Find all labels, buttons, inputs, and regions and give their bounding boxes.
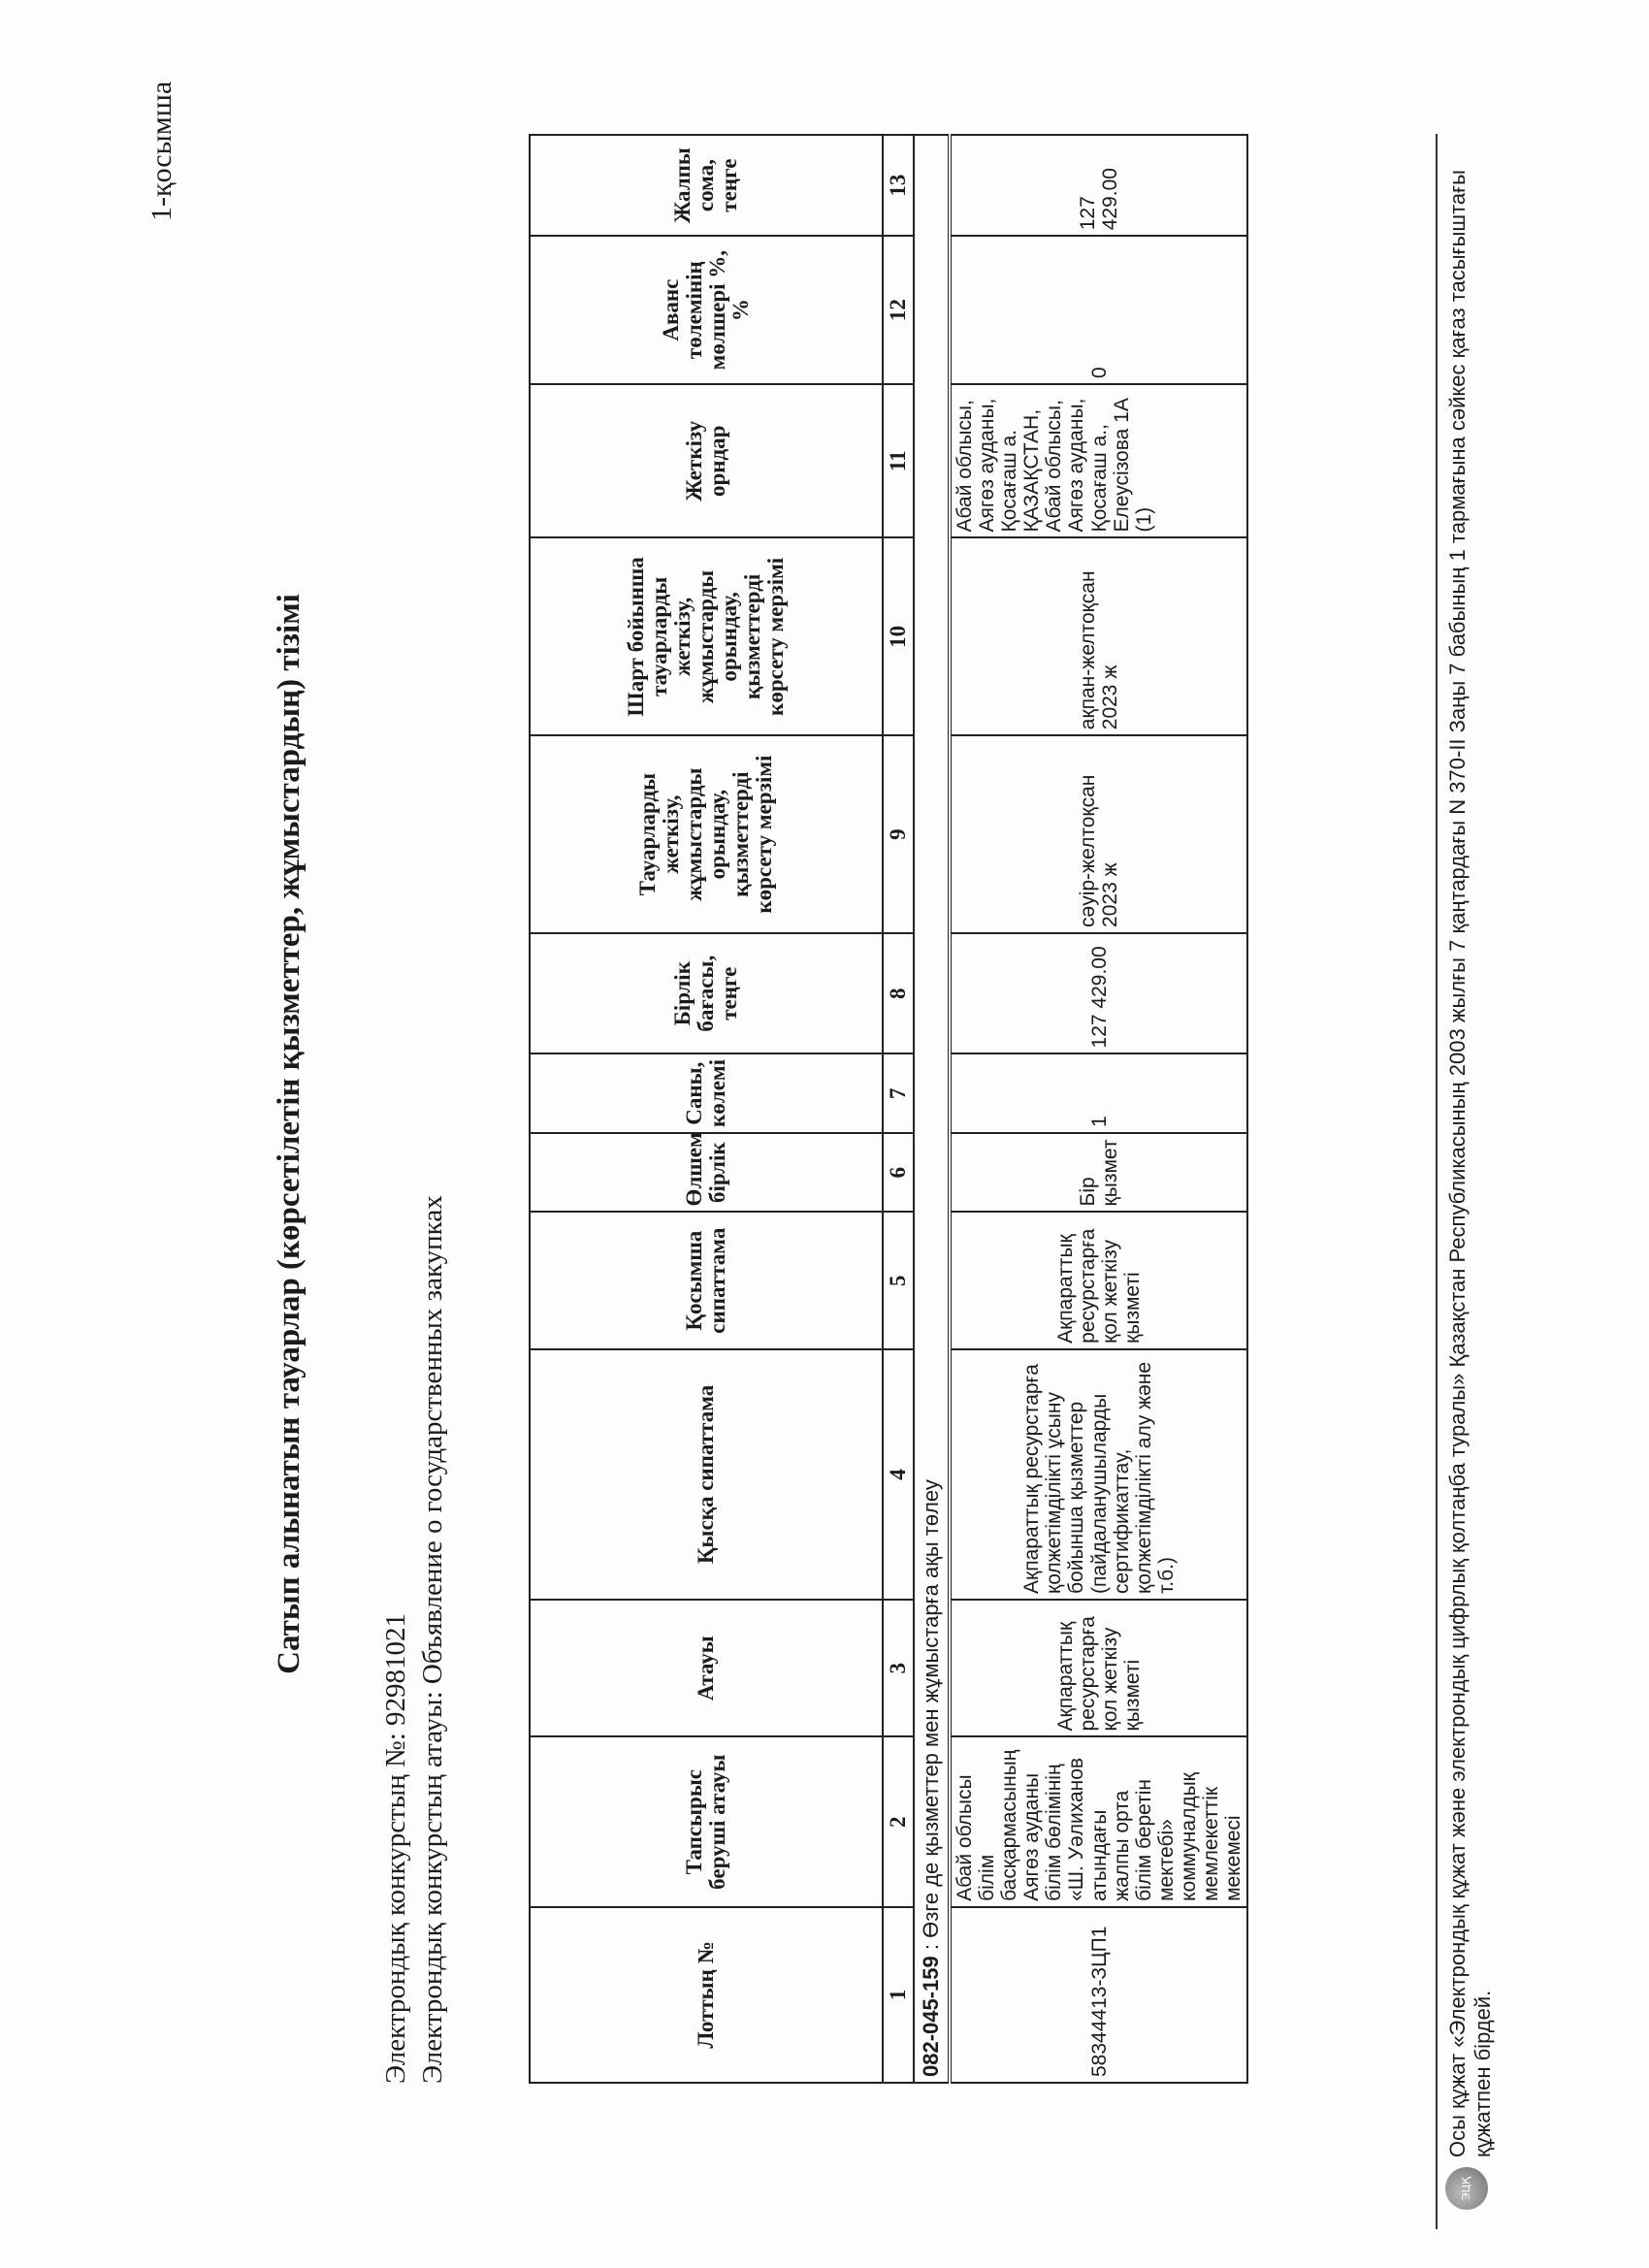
group-code: 082-045-159 <box>919 1956 943 2077</box>
table-header-row <box>530 135 883 2083</box>
column-number: 1 <box>883 1907 914 2083</box>
col-header: Тапсырыс берушi атауы <box>530 1736 883 1906</box>
legal-footer <box>1445 134 1497 2210</box>
footer-text: Осы құжат «Электрондық құжат және электрондық цифрлық қолтаңба туралы» Қазақстан Республикасының 2003 жылғы 7 қаңтардағы N 370-II Заңы 7 бабының 1 тармағына сәйкес қағаз тасығыштағы құжатпен бірдей. <box>1445 170 1496 2157</box>
delivery-place-cell: Абай облысы, Аягөз ауданы, Қосағаш а. ҚАЗАҚСТАН, Абай облысы, Аягөз ауданы, Қосағаш а., Елеусізова 1А (1) <box>950 384 1247 537</box>
column-number: 9 <box>883 735 914 933</box>
item-name-cell: Ақпараттық ресурстарға қол жеткізу қызметі <box>950 1600 1247 1736</box>
column-number: 4 <box>883 1349 914 1600</box>
column-number: 7 <box>883 1053 914 1132</box>
additional-description-cell: Ақпараттық ресурстарға қол жеткізу қызметі <box>950 1212 1247 1348</box>
col-header: Тауарларды жеткізу, жұмыстарды орындау, қызметтерді көрсету мерзімі <box>530 735 883 933</box>
column-number: 5 <box>883 1212 914 1348</box>
col-header: Өлшем бірлік <box>530 1133 883 1212</box>
contest-number: Электрондық конкурстың №: 92981021 <box>380 1612 411 2084</box>
contest-name: Электрондық конкурстың атауы: Объявление о государственных закупках <box>417 1195 448 2084</box>
col-header: Қосымша сипаттама <box>530 1212 883 1348</box>
column-number: 13 <box>883 135 914 236</box>
column-number: 11 <box>883 384 914 537</box>
lot-number-cell: 58344413-ЗЦП1 <box>950 1907 1247 2083</box>
unit-price-cell: 127 429.00 <box>950 933 1247 1054</box>
column-number: 3 <box>883 1600 914 1736</box>
col-header: Жеткізу орндар <box>530 384 883 537</box>
column-number-row <box>883 135 914 2083</box>
column-number: 8 <box>883 933 914 1054</box>
col-header: Саны, көлемі <box>530 1053 883 1132</box>
column-number: 6 <box>883 1133 914 1212</box>
total-amount-cell: 127 429.00 <box>950 135 1247 236</box>
procurement-table <box>529 134 1248 2084</box>
col-header: Бірлік бағасы, теңге <box>530 933 883 1054</box>
column-number: 2 <box>883 1736 914 1906</box>
col-header: Лоттың № <box>530 1907 883 2083</box>
document-title: Сатып алынатын тауарлар (көрсетілетін қызметтер, жұмыстардың) тізімі <box>272 594 307 1674</box>
delivery-term-cell: сәуір-желтоқсан 2023 ж <box>950 735 1247 933</box>
unit-cell: Бір қызмет <box>950 1133 1247 1212</box>
col-header: Атауы <box>530 1600 883 1736</box>
category-group-row <box>914 135 950 2083</box>
col-header: Аванс төлемінің мөлшері %, % <box>530 236 883 384</box>
short-description-cell: Ақпараттық ресурстарға қолжетімділікті ұсыну бойынша қызметтер (пайдаланушыларды сертификаттау, қолжетімділікті алу және т.б.) <box>950 1349 1247 1600</box>
annex-label: 1-қосымша <box>146 81 178 221</box>
contract-delivery-term-cell: ақпан-желтоқсан 2023 ж <box>950 538 1247 736</box>
advance-percent-cell: 0 <box>950 236 1247 384</box>
col-header: Шарт бойынша тауарларды жеткізу, жұмыстарды орындау, қызметтерді көрсету мерзімі <box>530 538 883 736</box>
col-header: Қысқа сипаттама <box>530 1349 883 1600</box>
footer-divider <box>1436 134 1438 2229</box>
table-row <box>950 135 1247 2083</box>
column-number: 10 <box>883 538 914 736</box>
col-header: Жалпы сома, теңге <box>530 135 883 236</box>
quantity-cell: 1 <box>950 1053 1247 1132</box>
group-description: : Өзге де қызметтер мен жұмыстарға ақы төлеу <box>919 1479 943 1957</box>
customer-cell: Абай облысы білім басқармасының Аягөз ауданы білім бөлімінің «Ш. Уәлиханов атындағы жалпы орта білім беретін мектебі» коммуналдық мемлекеттік мекемесі <box>950 1736 1247 1906</box>
digital-signature-seal-icon: ЭЦҚ <box>1445 2167 1488 2210</box>
column-number: 12 <box>883 236 914 384</box>
